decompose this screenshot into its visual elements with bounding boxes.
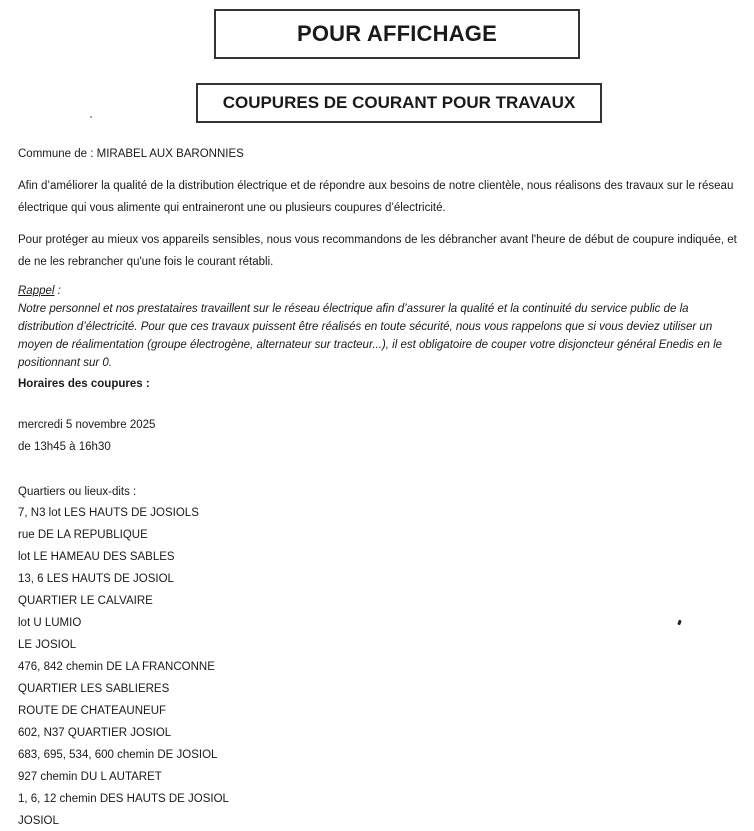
schedule-date: mercredi 5 novembre 2025: [18, 419, 156, 431]
sub-title: COUPURES DE COURANT POUR TRAVAUX: [222, 93, 576, 112]
locations-heading: Quartiers ou lieux-dits :: [18, 486, 137, 498]
location-item: JOSIOL: [18, 815, 59, 827]
commune-line: Commune de : MIRABEL AUX BARONNIES: [18, 148, 244, 160]
main-title-box: [214, 9, 580, 59]
rappel-block: [18, 282, 746, 372]
location-item: 602, N37 QUARTIER JOSIOL: [18, 727, 172, 739]
protect-paragraph: Pour protéger au mieux vos appareils sensibles, nous vous recommandons de les débrancher avant l'heure de début de coupure indiquée, et de ne les rebrancher qu'une fois le courant rétabli.: [18, 234, 737, 268]
location-item: QUARTIER LES SABLIERES: [18, 683, 170, 695]
location-item: LE JOSIOL: [18, 639, 77, 651]
location-item: rue DE LA REPUBLIQUE: [18, 529, 148, 541]
location-item: 1, 6, 12 chemin DES HAUTS DE JOSIOL: [18, 793, 229, 805]
scan-speck: [90, 116, 92, 118]
sub-title-box: [196, 83, 602, 123]
schedule-time: de 13h45 à 16h30: [18, 441, 111, 453]
location-item: lot U LUMIO: [18, 617, 82, 629]
main-title: POUR AFFICHAGE: [297, 21, 497, 46]
intro-paragraph: Afin d’améliorer la qualité de la distribution électrique et de répondre aux besoins de notre clientèle, nous réalisons des travaux sur le réseau électrique qui vous alimente qui entraineront une ou plusieurs coupures d’électricité.: [18, 180, 734, 214]
location-item: 683, 695, 534, 600 chemin DE JOSIOL: [18, 749, 218, 761]
rappel-text: Notre personnel et nos prestataires travaillent sur le réseau électrique afin d’assurer la qualité et la continuité du service public de la distribution d’électricité. Pour que ces travaux puissent être réalisés en toute sécurité, nous vous rappelons que si vous deviez utiliser un moyen de réalimentation (groupe électrogène, alternateur sur tracteur...), il est obligatoire de couper votre disjoncteur général Enedis en le positionnant sur 0.: [18, 303, 723, 369]
location-item: 927 chemin DU L AUTARET: [18, 771, 162, 783]
schedule-heading: Horaires des coupures :: [18, 378, 150, 390]
rappel-title-suffix: :: [54, 285, 61, 297]
location-item: ROUTE DE CHATEAUNEUF: [18, 705, 167, 717]
scan-dot: [677, 620, 682, 626]
location-item: QUARTIER LE CALVAIRE: [18, 595, 153, 607]
location-item: 476, 842 chemin DE LA FRANCONNE: [18, 661, 215, 673]
location-item: 13, 6 LES HAUTS DE JOSIOL: [18, 573, 174, 585]
rappel-title: Rappel: [18, 285, 55, 297]
location-item: lot LE HAMEAU DES SABLES: [18, 551, 175, 563]
location-item: 7, N3 lot LES HAUTS DE JOSIOLS: [18, 507, 199, 519]
